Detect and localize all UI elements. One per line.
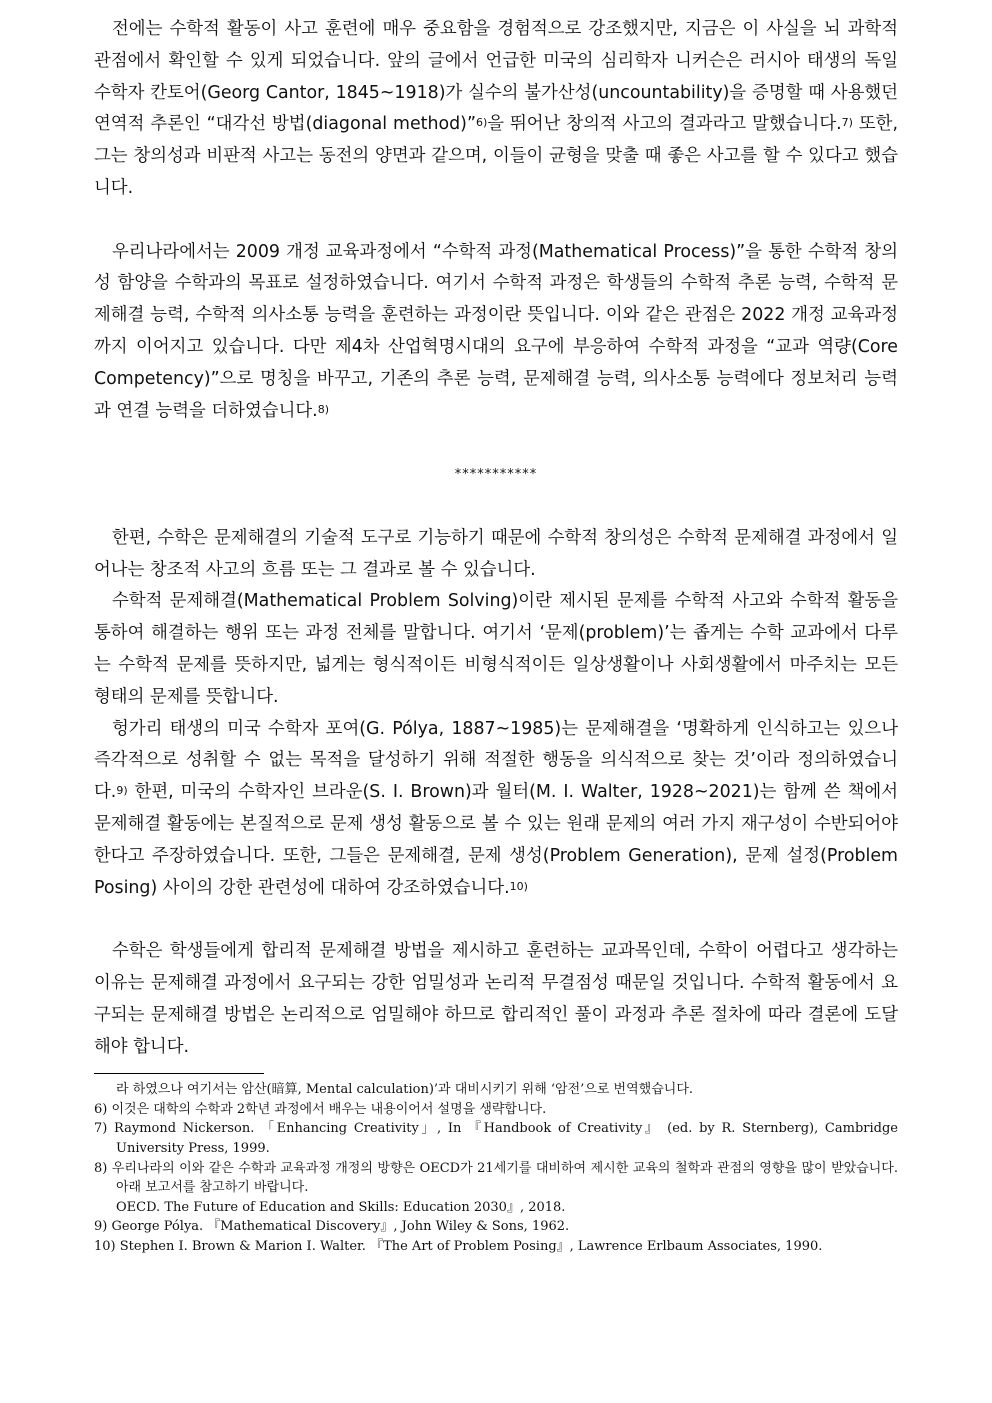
footnote-6: 6) 이것은 대학의 수학과 2학년 과정에서 배우는 내용이어서 설명을 생략합니다. [94, 1101, 547, 1117]
footnote-ref-7: 7) [841, 116, 853, 130]
footnote-8-reference: OECD. The Future of Education and Skills: Education 2030』, 2018. [116, 1199, 566, 1215]
paragraph-gap [94, 427, 898, 459]
paragraph-gap [94, 904, 898, 936]
footnote-divider [94, 1073, 264, 1074]
footnote-8: 8) 우리나라의 이와 같은 수학과 교육과정 개정의 방향은 OECD가 21세기를 대비하여 제시한 교육의 철학과 관점의 영향을 많이 받았습니다. 아래 보고서를 참고하기 바랍니다. [94, 1160, 898, 1196]
paragraph-text: 전에는 수학적 활동이 사고 훈련에 매우 중요함을 경험적으로 강조했지만, 지금은 이 사실을 뇌 과학적 관점에서 확인할 수 있게 되었습니다. 앞의 글에서 언급한 미국의 심리학자 니커슨은 러시아 태생의 독일 수학자 칸토어(Georg Cantor, 1845~1918)가 실수의 불가산성(uncountability)을 증명할 때 사용했던 연역적 추론인 “대각선 방법(diagonal method)” [94, 19, 898, 135]
paragraph-2 [94, 237, 898, 428]
section-separator: *********** [454, 467, 538, 483]
footnote-continuation: 라 하였으나 여기서는 암산(暗算, Mental calculation)’과 대비시키기 위해 ‘암전’으로 번역했습니다. [116, 1082, 694, 1098]
paragraph-4: 수학적 문제해결(Mathematical Problem Solving)이란 제시된 문제를 수학적 사고와 수학적 활동을 통하여 해결하는 행위 또는 과정 전체를 말합니다. 여기서 ‘문제(problem)’는 좁게는 수학 교과에서 다루는 수학적 문제를 뜻하지만, 넓게는 형식적이든 비형식적이든 일상생활이나 사회생활에서 마주치는 모든 형태의 문제를 뜻합니다. [94, 591, 898, 707]
footnote-7: 7) Raymond Nickerson. 「Enhancing Creativity」, In 『Handbook of Creativity』 (ed. by R. Sternberg), Cambridge University Press, 1999. [94, 1121, 898, 1157]
footnote-ref-6: 6) [475, 116, 488, 130]
footnote-9: 9) George Pólya. 『Mathematical Discovery』, John Wiley & Sons, 1962. [94, 1219, 570, 1235]
footnote-10: 10) Stephen I. Brown & Marion I. Walter. 『The Art of Problem Posing』, Lawrence Erlbaum Associates, 1990. [94, 1239, 823, 1255]
footnotes [94, 1080, 898, 1256]
paragraph-text: 헝가리 태생의 미국 수학자 포여(G. Pólya, 1887~1985)는 문제해결을 ‘명확하게 인식하고는 있으나 즉각적으로 성취할 수 없는 목적을 달성하기 위해 적절한 행동을 의식적으로 찾는 것’이라 정의하였습니다. [94, 718, 898, 803]
paragraph-5 [94, 714, 898, 905]
footnote-ref-10: 10) [509, 879, 528, 893]
paragraph-text: 또한, 그는 창의성과 비판적 사고는 동전의 양면과 같으며, 이들이 균형을 맞출 때 좋은 사고를 할 수 있다고 했습니다. [94, 114, 899, 198]
paragraph-gap [94, 491, 898, 523]
paragraph-text: 을 뛰어난 창의적 사고의 결과라고 말했습니다. [487, 114, 842, 135]
footnote-ref-8: 8) [317, 402, 330, 416]
paragraph-gap [94, 205, 898, 237]
document-page [94, 14, 898, 1257]
paragraph-text: 한편, 미국의 수학자인 브라운(S. I. Brown)과 월터(M. I. Walter, 1928~2021)는 함께 쓴 책에서 문제해결 활동에는 본질적으로 문제 생성 활동으로 볼 수 있는 원래 문제의 여러 가지 재구성이 수반되어야 한다고 주장하였습니다. 또한, 그들은 문제해결, 문제 생성(Problem Generation), 문제 설정(Problem Posing) 사이의 강한 관련성에 대하여 강조하였습니다. [94, 782, 898, 898]
paragraph-3: 한편, 수학은 문제해결의 기술적 도구로 기능하기 때문에 수학적 창의성은 수학적 문제해결 과정에서 일어나는 창조적 사고의 흐름 또는 그 결과로 볼 수 있습니다. [94, 527, 898, 580]
footnote-ref-9: 9) [116, 784, 128, 798]
paragraph-text: 우리나라에서는 2009 개정 교육과정에서 “수학적 과정(Mathematical Process)”을 통한 수학적 창의성 함양을 수학과의 목표로 설정하였습니다. 여기서 수학적 과정은 학생들의 수학적 추론 능력, 수학적 문제해결 능력, 수학적 의사소통 능력을 훈련하는 과정이란 뜻입니다. 이와 같은 관점은 2022 개정 교육과정까지 이어지고 있습니다. 다만 제4차 산업혁명시대의 요구에 부응하여 수학적 과정을 “교과 역량(Core Competency)”으로 명칭을 바꾸고, 기존의 추론 능력, 문제해결 능력, 의사소통 능력에다 정보처리 능력과 연결 능력을 더하였습니다. [94, 241, 898, 421]
body-text [94, 14, 898, 1063]
paragraph-6: 수학은 학생들에게 합리적 문제해결 방법을 제시하고 훈련하는 교과목인데, 수학이 어렵다고 생각하는 이유는 문제해결 과정에서 요구되는 강한 엄밀성과 논리적 무결점성 때문일 것입니다. 수학적 활동에서 요구되는 문제해결 방법은 논리적으로 엄밀해야 하므로 합리적인 풀이 과정과 추론 절차에 따라 결론에 도달해야 합니다. [94, 941, 898, 1057]
paragraph-1 [94, 14, 898, 205]
